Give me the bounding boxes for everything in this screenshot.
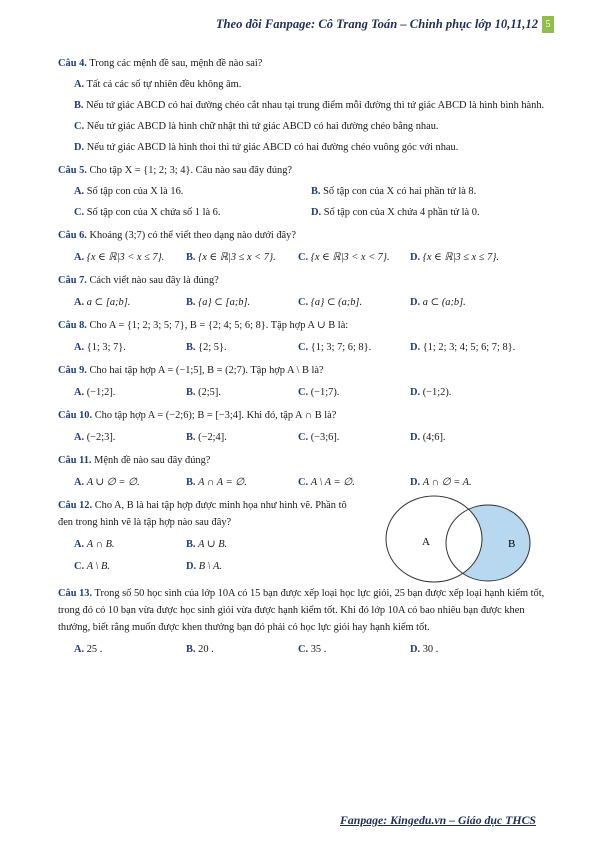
option-label: A. bbox=[74, 644, 85, 655]
question-text: Trong số 50 học sinh của lớp 10A có 15 bạn được xếp loại học lực giỏi, 25 bạn được xếp loại hạnh kiểm tốt, trong đó có 10 bạn vừa được học sinh giỏi vừa được hạnh kiểm tốt. Khi đó lớp 10A có bao nhiêu bạn được khen thưởng, biết rằng muốn được khen thưởng bạn đó phải có học lực giỏi hay hạnh kiểm tốt. bbox=[58, 588, 545, 633]
venn-label-a: A bbox=[422, 536, 430, 548]
question-label: Câu 4. bbox=[58, 58, 87, 69]
option-a: A ∪ ∅ = ∅. bbox=[86, 477, 140, 488]
option-b: {a} ⊂ [a;b]. bbox=[198, 297, 251, 308]
option-label: D. bbox=[186, 561, 197, 572]
option-label: A. bbox=[74, 539, 85, 550]
question-7 bbox=[58, 272, 548, 311]
question-label: Câu 12. bbox=[58, 500, 93, 511]
option-a: A ∩ B. bbox=[86, 539, 115, 550]
option-label: B. bbox=[186, 539, 196, 550]
option-label: D. bbox=[410, 432, 421, 443]
question-text: Cho hai tập hợp A = (−1;5], B = (2;7). Tập hợp A \ B là? bbox=[89, 365, 324, 376]
question-4 bbox=[58, 55, 548, 156]
question-8 bbox=[58, 317, 548, 356]
page-header bbox=[0, 14, 600, 36]
option-c: (−1;7). bbox=[310, 387, 340, 398]
option-label: B. bbox=[311, 186, 321, 197]
question-list bbox=[58, 55, 548, 664]
option-b: (2;5]. bbox=[198, 387, 221, 398]
option-d: Nếu tứ giác ABCD là hình thoi thì tứ giác ABCD có hai đường chéo vuông góc với nhau. bbox=[86, 142, 459, 153]
option-label: C. bbox=[298, 644, 309, 655]
question-6 bbox=[58, 227, 548, 266]
question-label: Câu 8. bbox=[58, 320, 87, 331]
option-label: D. bbox=[410, 252, 421, 263]
option-a: Tất cả các số tự nhiên đều không âm. bbox=[86, 79, 242, 90]
option-label: C. bbox=[298, 342, 309, 353]
option-a: Số tập con của X là 16. bbox=[86, 186, 184, 197]
option-label: A. bbox=[74, 186, 85, 197]
venn-label-b: B bbox=[508, 538, 516, 550]
question-11 bbox=[58, 452, 548, 491]
option-label: D. bbox=[311, 207, 322, 218]
question-text: Cách viết nào sau đây là đúng? bbox=[89, 275, 219, 286]
question-10 bbox=[58, 407, 548, 446]
question-label: Câu 7. bbox=[58, 275, 87, 286]
option-b: {2; 5}. bbox=[198, 342, 227, 353]
option-label: C. bbox=[298, 477, 309, 488]
option-c: Nếu tứ giác ABCD là hình chữ nhật thì tứ giác ABCD có hai đường chéo bằng nhau. bbox=[86, 121, 439, 132]
option-label: C. bbox=[298, 432, 309, 443]
option-b: {x ∈ ℝ|3 ≤ x < 7}. bbox=[198, 252, 276, 263]
option-label: C. bbox=[298, 387, 309, 398]
question-label: Câu 9. bbox=[58, 365, 87, 376]
option-label: D. bbox=[410, 342, 421, 353]
option-label: A. bbox=[74, 387, 85, 398]
option-c: 35 . bbox=[310, 644, 327, 655]
option-c: {a} ⊂ (a;b]. bbox=[310, 297, 363, 308]
option-label: A. bbox=[74, 79, 85, 90]
option-d: (4;6]. bbox=[422, 432, 446, 443]
option-label: C. bbox=[74, 561, 85, 572]
option-label: D. bbox=[410, 477, 421, 488]
option-c: A \ A = ∅. bbox=[310, 477, 355, 488]
option-a: {x ∈ ℝ|3 < x ≤ 7}. bbox=[86, 252, 165, 263]
option-label: C. bbox=[74, 207, 85, 218]
option-b: A ∪ B. bbox=[198, 539, 228, 550]
option-a: (−1;2]. bbox=[86, 387, 116, 398]
question-text: Trong các mệnh đề sau, mệnh đề nào sai? bbox=[89, 58, 263, 69]
option-label: C. bbox=[298, 297, 309, 308]
option-a: 25 . bbox=[86, 644, 103, 655]
question-text: Khoảng (3;7) có thể viết theo dạng nào dưới đây? bbox=[89, 230, 296, 241]
question-13 bbox=[58, 585, 548, 658]
page-number-badge: 5 bbox=[542, 16, 554, 33]
option-a: (−2;3]. bbox=[86, 432, 116, 443]
option-label: B. bbox=[186, 252, 196, 263]
question-9 bbox=[58, 362, 548, 401]
option-c: (−3;6]. bbox=[310, 432, 340, 443]
question-text: Mệnh đề nào sau đây đúng? bbox=[94, 455, 211, 466]
question-label: Câu 13. bbox=[58, 588, 93, 599]
option-b: Số tập con của X có hai phần tử là 8. bbox=[323, 186, 477, 197]
venn-diagram bbox=[382, 493, 550, 585]
option-c: Số tập con của X chứa số 1 là 6. bbox=[86, 207, 221, 218]
question-text: Cho A, B là hai tập hợp được minh họa như hình vẽ. Phần tô đen trong hình vẽ là tập hợp nào sau đây? bbox=[58, 500, 347, 528]
option-d: 30 . bbox=[422, 644, 439, 655]
question-text: Cho tập hợp A = (−2;6); B = [−3;4]. Khi đó, tập A ∩ B là? bbox=[94, 410, 337, 421]
option-label: A. bbox=[74, 297, 85, 308]
option-label: B. bbox=[186, 387, 196, 398]
question-label: Câu 11. bbox=[58, 455, 92, 466]
option-c: {x ∈ ℝ|3 < x < 7}. bbox=[310, 252, 390, 263]
option-a: {1; 3; 7}. bbox=[86, 342, 126, 353]
option-label: B. bbox=[186, 342, 196, 353]
question-5 bbox=[58, 162, 548, 221]
option-label: B. bbox=[186, 297, 196, 308]
option-d: B \ A. bbox=[198, 561, 222, 572]
option-c: A \ B. bbox=[86, 561, 110, 572]
option-label: A. bbox=[74, 342, 85, 353]
footer-text: Fanpage: Kingedu.vn – Giáo dục THCS bbox=[340, 813, 536, 827]
option-d: A ∩ ∅ = A. bbox=[422, 477, 472, 488]
question-12 bbox=[58, 497, 548, 581]
option-label: D. bbox=[410, 297, 421, 308]
question-label: Câu 10. bbox=[58, 410, 93, 421]
option-d: (−1;2). bbox=[422, 387, 452, 398]
option-b: (−2;4]. bbox=[198, 432, 227, 443]
option-label: D. bbox=[410, 387, 421, 398]
option-a: a ⊂ [a;b]. bbox=[86, 297, 131, 308]
question-label: Câu 5. bbox=[58, 165, 87, 176]
option-label: B. bbox=[74, 100, 84, 111]
question-text: Cho A = {1; 2; 3; 5; 7}, B = {2; 4; 5; 6; 8}. Tập hợp A ∪ B là: bbox=[89, 320, 349, 331]
option-d: a ⊂ (a;b]. bbox=[422, 297, 466, 308]
option-d: {x ∈ ℝ|3 ≤ x ≤ 7}. bbox=[422, 252, 500, 263]
option-label: D. bbox=[74, 142, 85, 153]
option-label: C. bbox=[74, 121, 85, 132]
option-label: A. bbox=[74, 252, 85, 263]
option-label: C. bbox=[298, 252, 309, 263]
option-label: B. bbox=[186, 477, 196, 488]
option-d: Số tập con của X chứa 4 phần tử là 0. bbox=[323, 207, 480, 218]
question-text: Cho tập X = {1; 2; 3; 4}. Câu nào sau đây đúng? bbox=[89, 165, 293, 176]
option-b: A ∩ A = ∅. bbox=[198, 477, 247, 488]
question-label: Câu 6. bbox=[58, 230, 87, 241]
option-label: B. bbox=[186, 432, 196, 443]
option-b: Nếu tứ giác ABCD có hai đường chéo cắt nhau tại trung điểm mỗi đường thì tứ giác ABCD là hình bình hành. bbox=[86, 100, 545, 111]
option-label: A. bbox=[74, 432, 85, 443]
header-title: Theo dõi Fanpage: Cô Trang Toán – Chinh phục lớp 10,11,12 bbox=[215, 17, 538, 31]
option-label: B. bbox=[186, 644, 196, 655]
option-c: {1; 3; 7; 6; 8}. bbox=[310, 342, 372, 353]
option-d: {1; 2; 3; 4; 5; 6; 7; 8}. bbox=[422, 342, 516, 353]
page-footer bbox=[0, 813, 600, 833]
option-label: A. bbox=[74, 477, 85, 488]
option-b: 20 . bbox=[198, 644, 214, 655]
option-label: D. bbox=[410, 644, 421, 655]
